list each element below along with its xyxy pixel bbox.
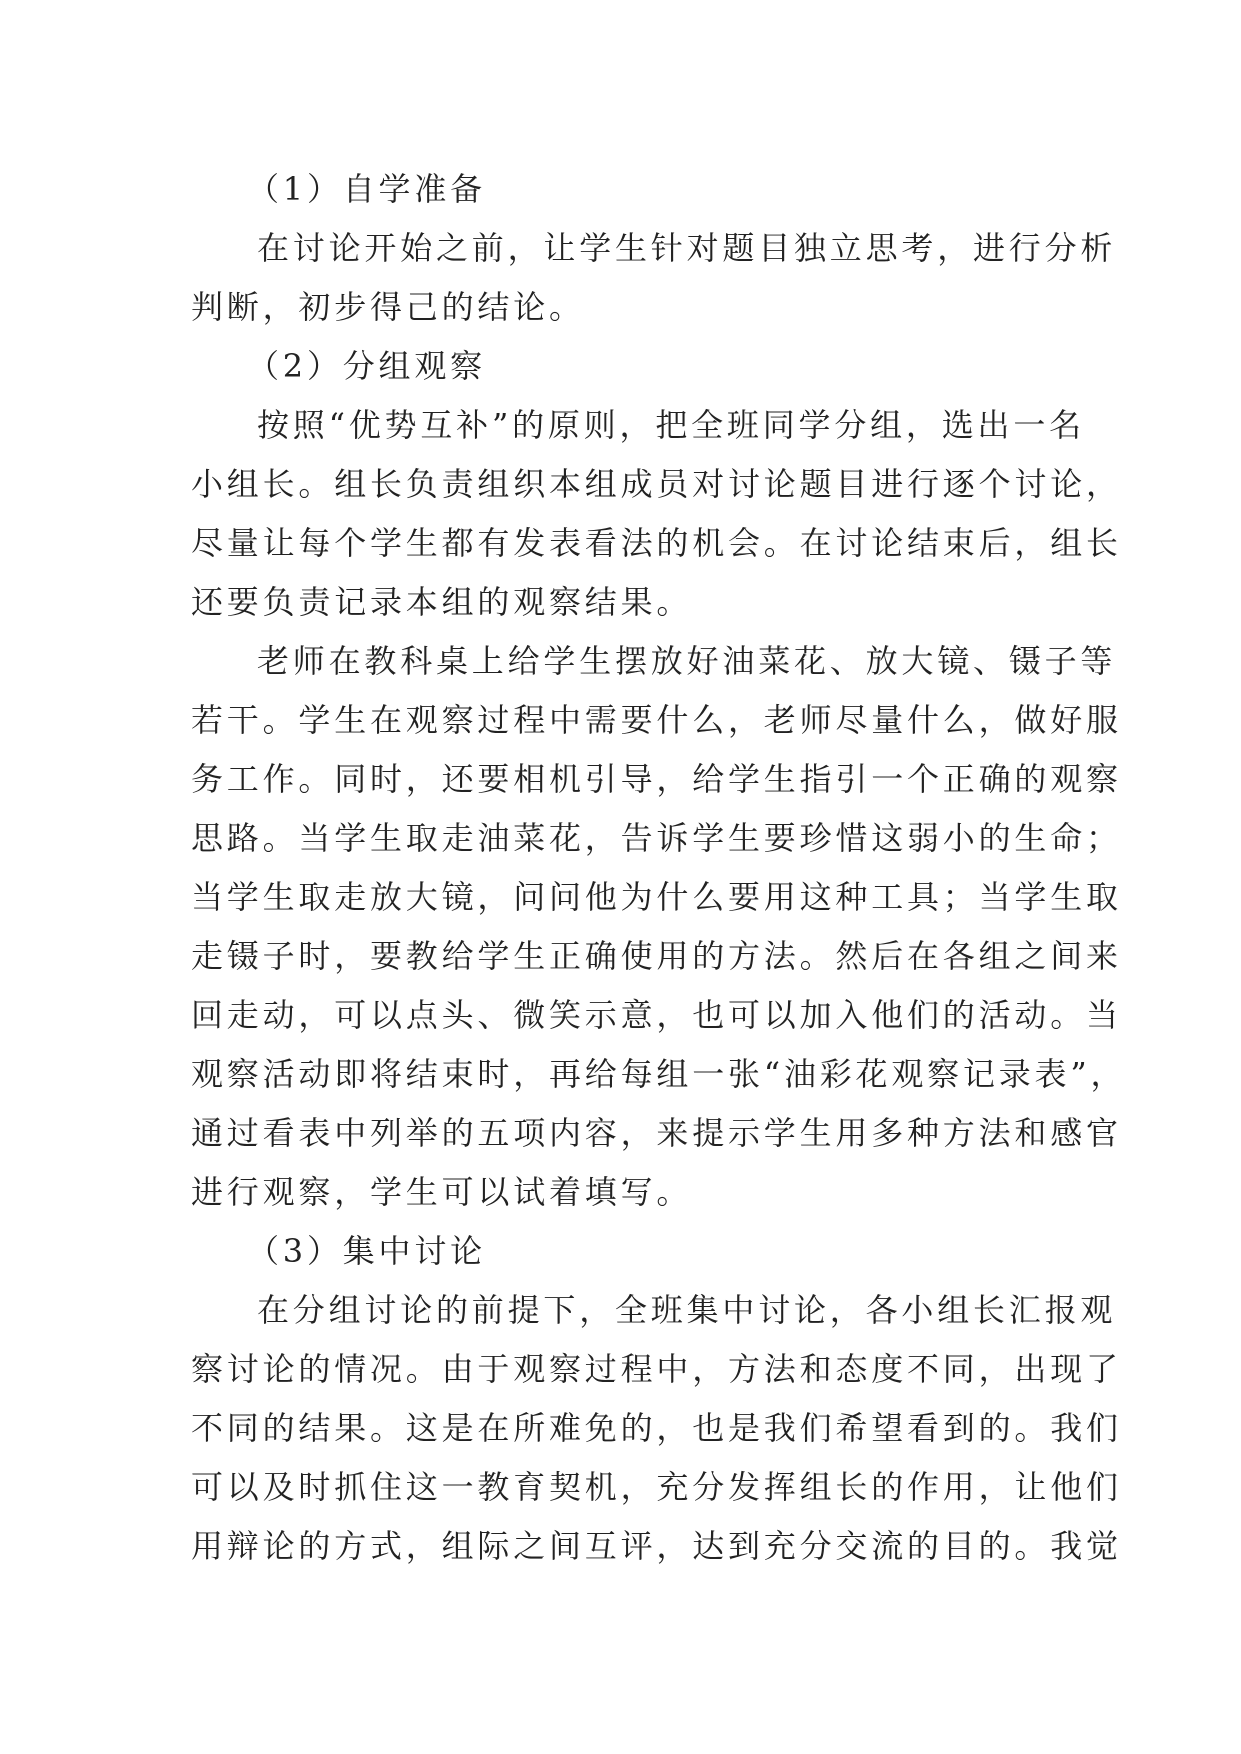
paragraph-line: 在讨论开始之前，让学生针对题目独立思考，进行分析 [257, 229, 1117, 267]
paragraph-line: 进行观察，学生可以试着填写。 [191, 1173, 693, 1211]
paragraph-line: 当学生取走放大镜，问问他为什么要用这种工具；当学生取 [191, 878, 1122, 916]
paragraph-line: 老师在教科桌上给学生摆放好油菜花、放大镜、镊子等 [257, 642, 1117, 680]
paragraph-line: 通过看表中列举的五项内容，来提示学生用多种方法和感官 [191, 1114, 1122, 1152]
paragraph-line: 回走动，可以点头、微笑示意，也可以加入他们的活动。当 [191, 996, 1122, 1034]
section-heading: （1）自学准备 [247, 170, 486, 208]
section-heading: （2）分组观察 [247, 347, 486, 385]
section-heading: （3）集中讨论 [247, 1232, 486, 1270]
paragraph-line: 按照“优势互补”的原则，把全班同学分组，选出一名 [257, 406, 1085, 444]
paragraph-line: 在分组讨论的前提下，全班集中讨论，各小组长汇报观 [257, 1291, 1117, 1329]
paragraph-line: 小组长。组长负责组织本组成员对讨论题目进行逐个讨论， [191, 465, 1122, 503]
paragraph-line: 还要负责记录本组的观察结果。 [191, 583, 693, 621]
document-body [191, 160, 1127, 1576]
paragraph-line: 判断，初步得己的结论。 [191, 288, 585, 326]
paragraph-line: 务工作。同时，还要相机引导，给学生指引一个正确的观察 [191, 760, 1122, 798]
paragraph-line: 尽量让每个学生都有发表看法的机会。在讨论结束后，组长 [191, 524, 1122, 562]
paragraph-line: 不同的结果。这是在所难免的，也是我们希望看到的。我们 [191, 1409, 1122, 1447]
paragraph-line: 思路。当学生取走油菜花，告诉学生要珍惜这弱小的生命； [191, 819, 1122, 857]
paragraph-line: 用辩论的方式，组际之间互评，达到充分交流的目的。我觉 [191, 1527, 1122, 1565]
paragraph-line: 观察活动即将结束时，再给每组一张“油彩花观察记录表”， [191, 1055, 1127, 1093]
paragraph-line: 走镊子时，要教给学生正确使用的方法。然后在各组之间来 [191, 937, 1122, 975]
paragraph-line: 若干。学生在观察过程中需要什么，老师尽量什么，做好服 [191, 701, 1122, 739]
paragraph-line: 可以及时抓住这一教育契机，充分发挥组长的作用，让他们 [191, 1468, 1122, 1506]
paragraph-line: 察讨论的情况。由于观察过程中，方法和态度不同，出现了 [191, 1350, 1122, 1388]
